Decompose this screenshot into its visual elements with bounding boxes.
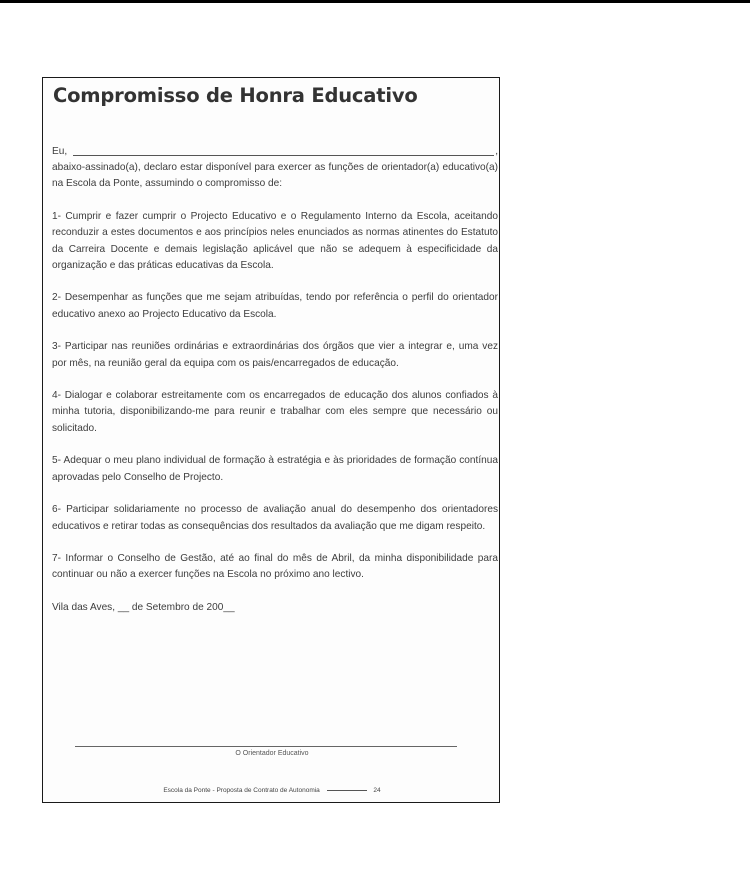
document-title: Compromisso de Honra Educativo (53, 84, 418, 107)
eu-label: Eu, (52, 146, 68, 157)
page-number: 24 (373, 787, 381, 794)
clause-3: 3- Participar nas reuniões ordinárias e extraordinárias dos órgãos que vier a integrar e, uma vez por mês, na reunião geral da equipa com os pais/encarregados de educação. (52, 341, 498, 369)
clause-5: 5- Adequar o meu plano individual de formação à estratégia e às prioridades de formação contínua aprovadas pelo Conselho de Projecto. (52, 455, 498, 483)
signature-label: O Orientador Educativo (235, 750, 309, 757)
footer-text: Escola da Ponte - Proposta de Contrato de Autonomia (163, 787, 320, 794)
name-blank-line (73, 155, 494, 156)
name-line-comma: , (495, 146, 498, 157)
clause-4: 4- Dialogar e colaborar estreitamente com os encarregados de educação dos alunos confiados à minha tutoria, disponibilizando-me para reunir e trabalhar com eles sempre que necessário ou solicitado. (52, 390, 498, 434)
clause-1: 1- Cumprir e fazer cumprir o Projecto Educativo e o Regulamento Interno da Escola, aceitando reconduzir a estes documentos e aos princípios neles enunciados as normas atinentes do Estatuto da Carreira Docente e demais legislação aplicável que não se adequem à especificidade da organização e das práticas educativas da Escola. (52, 210, 498, 272)
top-border (0, 0, 750, 3)
name-line (52, 144, 498, 160)
place-date: Vila das Aves, __ de Setembro de 200__ (52, 601, 235, 613)
signature-line (75, 746, 457, 747)
document-body (52, 144, 498, 616)
scanned-document-page (42, 77, 500, 803)
clause-7: 7- Informar o Conselho de Gestão, até ao final do mês de Abril, da minha disponibilidade para continuar ou não a exercer funções na Escola no próximo ano lectivo. (52, 552, 498, 581)
clause-2: 2- Desempenhar as funções que me sejam atribuídas, tendo por referência o perfil do orientador educativo anexo ao Projecto Educativo da Escola. (52, 292, 498, 320)
clause-6: 6- Participar solidariamente no processo de avaliação anual do desempenho dos orientadores educativos e retirar todas as consequências dos resultados da avaliação que me digam respeito. (52, 504, 498, 532)
intro-paragraph: abaixo-assinado(a), declaro estar disponível para exercer as funções de orientador(a) educativo(a) na Escola da Ponte, assumindo o compromisso de: (52, 162, 498, 190)
page-footer (43, 787, 501, 794)
footer-dash (327, 790, 367, 791)
